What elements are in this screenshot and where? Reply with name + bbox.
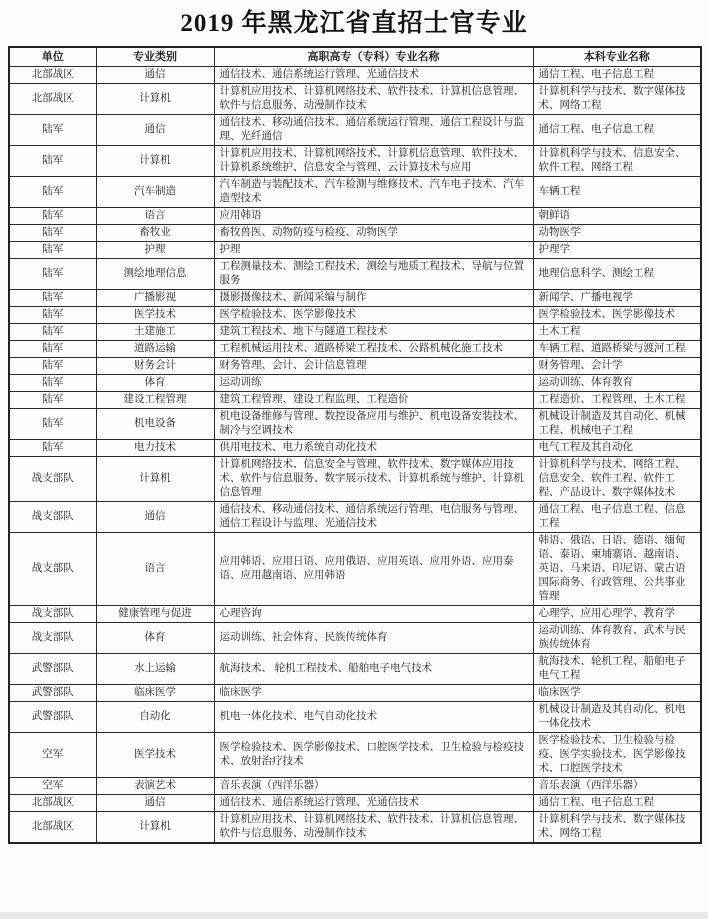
unit-cell: 北部战区 [9,67,96,84]
table-row [9,457,701,502]
table-row [9,115,701,146]
unit-cell: 北部战区 [9,795,96,812]
undergraduate-majors-cell: 音乐表演（西洋乐器） [533,778,701,795]
undergraduate-majors-cell: 心理学、应用心理学、教育学 [533,606,701,623]
table-row [9,307,701,324]
vocational-majors-cell: 建筑工程管理、建设工程监理、工程造价 [214,392,533,409]
vocational-majors-cell: 工程测量技术、测绘工程技术、测绘与地质工程技术、导航与位置服务 [214,259,533,290]
undergraduate-majors-cell: 计算机科学与技术、数字媒体技术、网络工程 [533,812,701,844]
category-cell: 通信 [96,115,214,146]
table-row [9,358,701,375]
page-title: 2019 年黑龙江省直招士官专业 [180,10,528,37]
category-cell: 自动化 [96,702,214,733]
table-row [9,685,701,702]
unit-cell: 陆军 [9,177,96,208]
category-cell: 电力技术 [96,440,214,457]
vocational-majors-cell: 护理 [214,242,533,259]
category-cell: 通信 [96,67,214,84]
undergraduate-majors-cell: 财务管理、会计学 [533,358,701,375]
category-cell: 道路运输 [96,341,214,358]
undergraduate-majors-cell: 电气工程及其自动化 [533,440,701,457]
unit-cell: 陆军 [9,341,96,358]
header-unit: 单位 [9,47,96,67]
table-row [9,375,701,392]
category-cell: 计算机 [96,84,214,115]
table-row [9,259,701,290]
undergraduate-majors-cell: 医学检验技术、医学影像技术 [533,307,701,324]
category-cell: 机电设备 [96,409,214,440]
vocational-majors-cell: 心理咨询 [214,606,533,623]
vocational-majors-cell: 医学检验技术、医学影像技术 [214,307,533,324]
header-major-category: 专业类别 [96,47,214,67]
table-row [9,290,701,307]
undergraduate-majors-cell: 计算机科学与技术、数字媒体技术、网络工程 [533,84,701,115]
unit-cell: 陆军 [9,290,96,307]
vocational-majors-cell: 通信技术、移动通信技术、通信系统运行管理、通信工程设计与监理、光纤通信 [214,115,533,146]
vocational-majors-cell: 机电一体化技术、电气自动化技术 [214,702,533,733]
unit-cell: 陆军 [9,146,96,177]
undergraduate-majors-cell: 航海技术、轮机工程、船舶电子电气工程 [533,654,701,685]
vocational-majors-cell: 工程机械运用技术、道路桥梁工程技术、公路机械化施工技术 [214,341,533,358]
unit-cell: 陆军 [9,375,96,392]
category-cell: 表演艺术 [96,778,214,795]
unit-cell: 陆军 [9,307,96,324]
category-cell: 健康管理与促进 [96,606,214,623]
category-cell: 临床医学 [96,685,214,702]
header-vocational-majors: 高职高专（专科）专业名称 [214,47,533,67]
table-row [9,409,701,440]
vocational-majors-cell: 通信技术、通信系统运行管理、光通信技术 [214,67,533,84]
category-cell: 通信 [96,502,214,533]
category-cell: 测绘地理信息 [96,259,214,290]
category-cell: 汽车制造 [96,177,214,208]
vocational-majors-cell: 建筑工程技术、地下与隧道工程技术 [214,324,533,341]
undergraduate-majors-cell: 通信工程、电子信息工程、信息工程 [533,502,701,533]
unit-cell: 陆军 [9,409,96,440]
table-row [9,533,701,606]
category-cell: 语言 [96,208,214,225]
table-row [9,440,701,457]
undergraduate-majors-cell: 车辆工程 [533,177,701,208]
unit-cell: 北部战区 [9,84,96,115]
unit-cell: 武警部队 [9,685,96,702]
category-cell: 语言 [96,533,214,606]
scan-edge-strip [0,912,708,919]
table-row [9,84,701,115]
unit-cell: 陆军 [9,115,96,146]
header-undergraduate-majors: 本科专业名称 [533,47,701,67]
table-row [9,795,701,812]
vocational-majors-cell: 财务管理、会计、会计信息管理 [214,358,533,375]
table-row [9,778,701,795]
vocational-majors-cell: 计算机网络技术、信息安全与管理、软件技术、数字媒体应用技术、软件与信息服务、数字展示技术、计算机系统与维护、计算机信息管理 [214,457,533,502]
vocational-majors-cell: 计算机应用技术、计算机网络技术、软件技术、计算机信息管理、软件与信息服务、动漫制作技术 [214,84,533,115]
unit-cell: 北部战区 [9,812,96,844]
vocational-majors-cell: 航海技术、 轮机工程技术、船舶电子电气技术 [214,654,533,685]
category-cell: 医学技术 [96,307,214,324]
unit-cell: 战支部队 [9,623,96,654]
category-cell: 医学技术 [96,733,214,778]
vocational-majors-cell: 畜牧兽医、动物防疫与检疫、动物医学 [214,225,533,242]
unit-cell: 战支部队 [9,533,96,606]
unit-cell: 战支部队 [9,502,96,533]
category-cell: 土建施工 [96,324,214,341]
undergraduate-majors-cell: 通信工程、电子信息工程 [533,795,701,812]
undergraduate-majors-cell: 医学检验技术、卫生检验与检疫、医学实验技术、医学影像技术、口腔医学技术 [533,733,701,778]
undergraduate-majors-cell: 临床医学 [533,685,701,702]
vocational-majors-cell: 音乐表演（西洋乐器） [214,778,533,795]
table-row [9,812,701,844]
unit-cell: 陆军 [9,259,96,290]
table-row [9,392,701,409]
undergraduate-majors-cell: 通信工程、电子信息工程 [533,67,701,84]
table-row [9,177,701,208]
vocational-majors-cell: 供用电技术、电力系统自动化技术 [214,440,533,457]
table-row [9,324,701,341]
vocational-majors-cell: 计算机应用技术、计算机网络技术、软件技术、计算机信息管理、软件与信息服务、动漫制作技术 [214,812,533,844]
unit-cell: 武警部队 [9,654,96,685]
table-row [9,146,701,177]
undergraduate-majors-cell: 通信工程、电子信息工程 [533,115,701,146]
undergraduate-majors-cell: 韩语、俄语、日语、德语、缅甸语、泰语、柬埔寨语、越南语、英语、马来语、印尼语、蒙古语国际商务、行政管理、公共事业管理 [533,533,701,606]
table-body [9,67,701,844]
recruitment-majors-table [8,46,702,844]
table-row [9,341,701,358]
table-row [9,702,701,733]
unit-cell: 陆军 [9,358,96,375]
undergraduate-majors-cell: 机械设计制造及其自动化、机电一体化技术 [533,702,701,733]
unit-cell: 陆军 [9,225,96,242]
vocational-majors-cell: 运动训练 [214,375,533,392]
category-cell: 体育 [96,375,214,392]
category-cell: 计算机 [96,146,214,177]
table-row [9,606,701,623]
undergraduate-majors-cell: 机械设计制造及其自动化、机械工程、机械电子工程 [533,409,701,440]
vocational-majors-cell: 机电设备维修与管理、数控设备应用与维护、机电设备安装技术、制冷与空调技术 [214,409,533,440]
undergraduate-majors-cell: 护理学 [533,242,701,259]
unit-cell: 陆军 [9,208,96,225]
table-row [9,225,701,242]
unit-cell: 陆军 [9,440,96,457]
category-cell: 计算机 [96,457,214,502]
undergraduate-majors-cell: 动物医学 [533,225,701,242]
undergraduate-majors-cell: 新闻学、广播电视学 [533,290,701,307]
undergraduate-majors-cell: 计算机科学与技术、信息安全、软件工程、网络工程 [533,146,701,177]
category-cell: 水上运输 [96,654,214,685]
table-row [9,502,701,533]
unit-cell: 战支部队 [9,457,96,502]
category-cell: 体育 [96,623,214,654]
vocational-majors-cell: 汽车制造与装配技术、汽车检测与维修技术、汽车电子技术、汽车造型技术 [214,177,533,208]
table-header-row [9,47,701,67]
unit-cell: 陆军 [9,392,96,409]
undergraduate-majors-cell: 运动训练、体育教育、武术与民族传统体育 [533,623,701,654]
category-cell: 财务会计 [96,358,214,375]
unit-cell: 陆军 [9,324,96,341]
undergraduate-majors-cell: 土木工程 [533,324,701,341]
table-row [9,242,701,259]
vocational-majors-cell: 通信技术、移动通信技术、通信系统运行管理、电信服务与管理、通信工程设计与监理、光通信技术 [214,502,533,533]
table-row [9,654,701,685]
vocational-majors-cell: 摄影摄像技术、新闻采编与制作 [214,290,533,307]
table-row [9,733,701,778]
category-cell: 护理 [96,242,214,259]
undergraduate-majors-cell: 车辆工程、道路桥梁与渡河工程 [533,341,701,358]
category-cell: 建设工程管理 [96,392,214,409]
undergraduate-majors-cell: 地理信息科学、测绘工程 [533,259,701,290]
category-cell: 畜牧业 [96,225,214,242]
vocational-majors-cell: 临床医学 [214,685,533,702]
undergraduate-majors-cell: 朝鲜语 [533,208,701,225]
undergraduate-majors-cell: 计算机科学与技术、网络工程、信息安全、软件工程、软件工程、产品设计、数字媒体技术 [533,457,701,502]
unit-cell: 武警部队 [9,702,96,733]
vocational-majors-cell: 通信技术、通信系统运行管理、光通信技术 [214,795,533,812]
vocational-majors-cell: 应用韩语 [214,208,533,225]
undergraduate-majors-cell: 工程造价、工程管理、土木工程 [533,392,701,409]
unit-cell: 空军 [9,778,96,795]
vocational-majors-cell: 计算机应用技术、计算机网络技术、计算机信息管理、软件技术、计算机系统维护、信息安全与管理、云计算技术与应用 [214,146,533,177]
undergraduate-majors-cell: 运动训练、体育教育 [533,375,701,392]
category-cell: 广播影视 [96,290,214,307]
unit-cell: 战支部队 [9,606,96,623]
vocational-majors-cell: 医学检验技术、医学影像技术、口腔医学技术、卫生检验与检疫技术、放射治疗技术 [214,733,533,778]
category-cell: 通信 [96,795,214,812]
vocational-majors-cell: 应用韩语、应用日语、应用俄语、应用英语、应用外语、应用泰语、应用越南语、应用韩语 [214,533,533,606]
table-row [9,67,701,84]
vocational-majors-cell: 运动训练、社会体育、民族传统体育 [214,623,533,654]
table-row [9,623,701,654]
category-cell: 计算机 [96,812,214,844]
table-row [9,208,701,225]
unit-cell: 陆军 [9,242,96,259]
unit-cell: 空军 [9,733,96,778]
